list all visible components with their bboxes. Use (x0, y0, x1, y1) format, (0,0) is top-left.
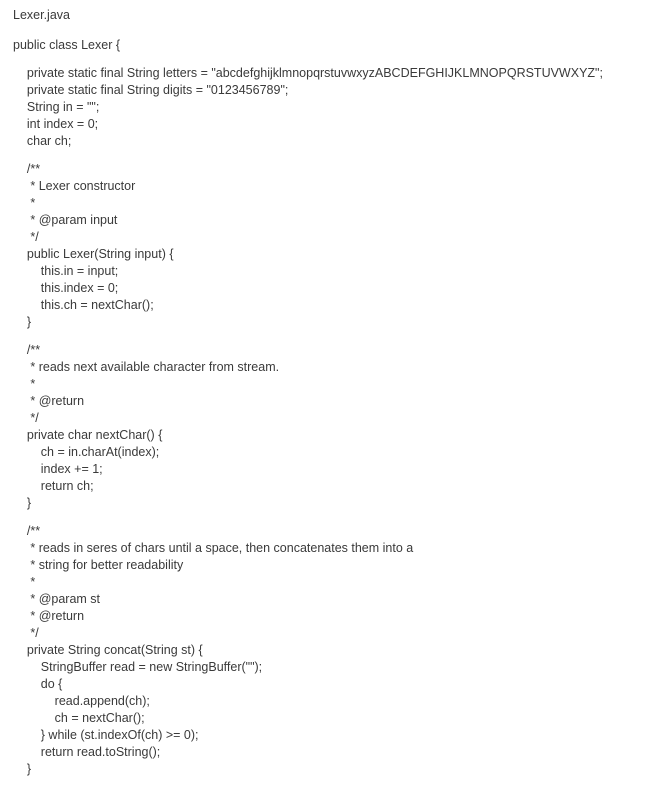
code-line: * reads next available character from stream. (13, 360, 280, 374)
code-line: */ (13, 230, 39, 244)
code-line: return ch; (13, 479, 94, 493)
file-title: Lexer.java (13, 8, 70, 22)
code-line: * string for better readability (13, 558, 184, 572)
code-line: */ (13, 626, 39, 640)
code-line: } (13, 762, 32, 776)
code-line (13, 512, 649, 523)
code-line: /** (13, 343, 41, 357)
code-line: char ch; (13, 134, 72, 148)
code-line: this.in = input; (13, 264, 119, 278)
code-line: /** (13, 524, 41, 538)
code-line (13, 331, 649, 342)
code-line (13, 150, 649, 161)
code-line: private char nextChar() { (13, 428, 163, 442)
code-line: * @return (13, 609, 85, 623)
code-line: public class Lexer { (13, 38, 121, 52)
code-line: * @param input (13, 213, 118, 227)
code-line: int index = 0; (13, 117, 99, 131)
code-line: /** (13, 162, 41, 176)
code-line: String in = ""; (13, 100, 100, 114)
code-line: * @param st (13, 592, 101, 606)
code-line: index += 1; (13, 462, 103, 476)
code-line: do { (13, 677, 63, 691)
code-line: * reads in seres of chars until a space, then concatenates them into a (13, 541, 414, 555)
code-line: StringBuffer read = new StringBuffer(""); (13, 660, 263, 674)
code-line: this.index = 0; (13, 281, 119, 295)
code-line: ch = in.charAt(index); (13, 445, 160, 459)
code-line: ch = nextChar(); (13, 711, 145, 725)
code-line: private String concat(String st) { (13, 643, 203, 657)
code-line: * (13, 377, 36, 391)
code-line: * @return (13, 394, 85, 408)
code-line: this.ch = nextChar(); (13, 298, 154, 312)
code-line: private static final String digits = "0123456789"; (13, 83, 289, 97)
code-line: public Lexer(String input) { (13, 247, 174, 261)
code-line: } (13, 496, 32, 510)
code-line: * (13, 196, 36, 210)
code-line (13, 54, 649, 65)
code-line: } while (st.indexOf(ch) >= 0); (13, 728, 199, 742)
code-listing (13, 37, 649, 778)
code-line: */ (13, 411, 39, 425)
code-line: read.append(ch); (13, 694, 150, 708)
code-line: * Lexer constructor (13, 179, 136, 193)
code-line: private static final String letters = "abcdefghijklmnopqrstuvwxyzABCDEFGHIJKLMNOPQRSTUVWXYZ"; (13, 66, 603, 80)
code-line: * (13, 575, 36, 589)
code-line: } (13, 315, 32, 329)
code-line: return read.toString(); (13, 745, 161, 759)
